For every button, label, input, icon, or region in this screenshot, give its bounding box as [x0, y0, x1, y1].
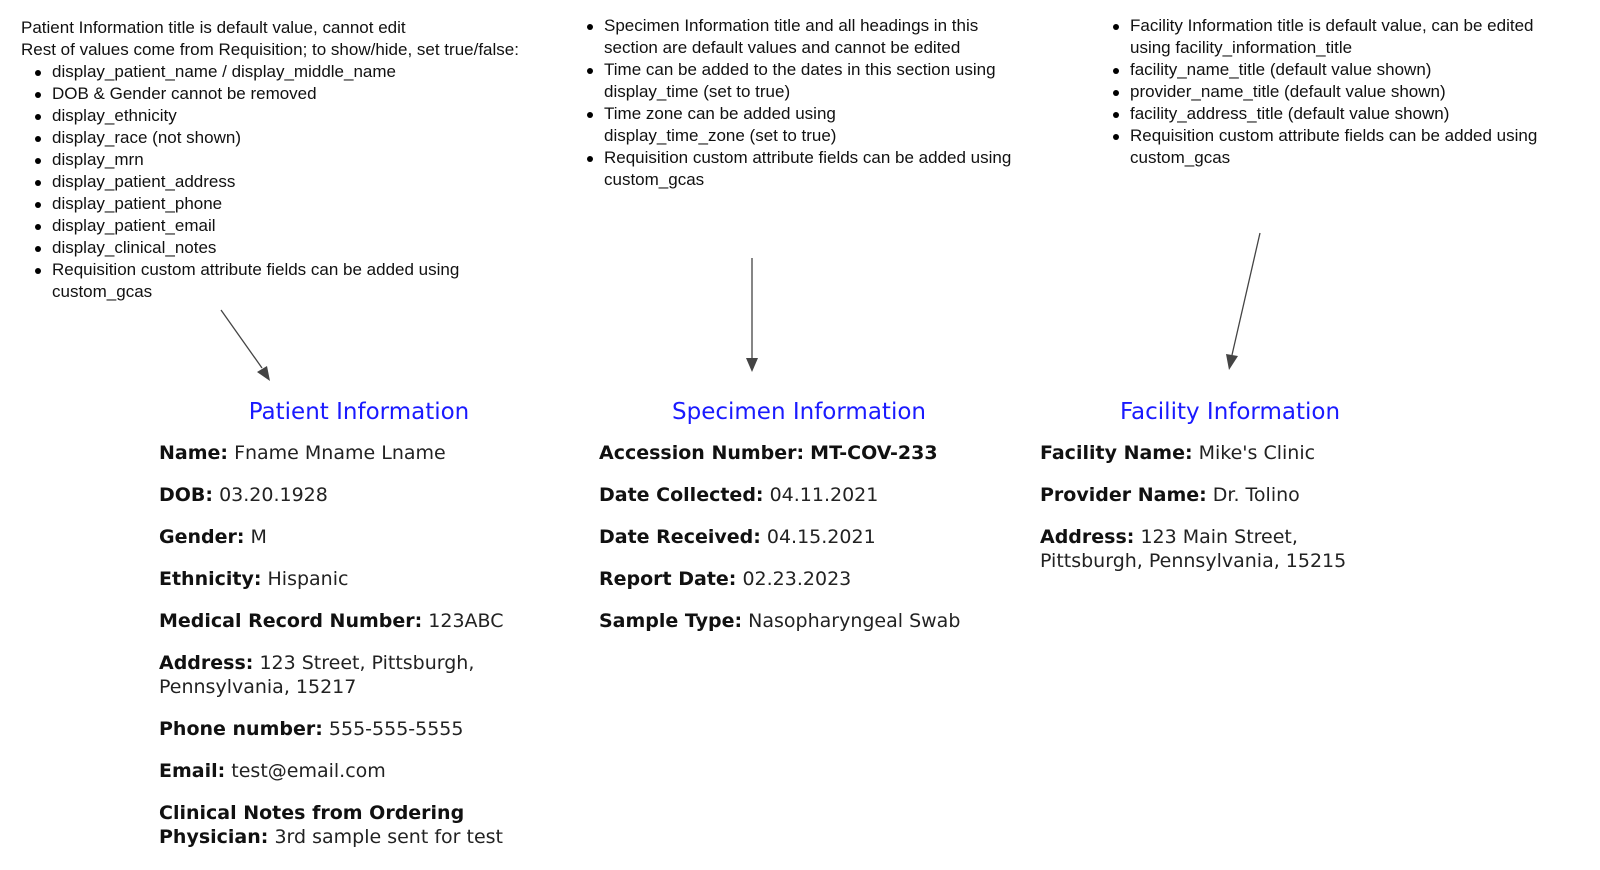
- field-value: M: [250, 526, 267, 548]
- note-item: display_patient_address: [21, 171, 581, 193]
- note-item: Time can be added to the dates in this section using display_time (set to true): [573, 59, 1004, 103]
- patient-note-intro-1: Patient Information title is default value, cannot edit: [21, 18, 406, 37]
- field-label: Sample Type:: [599, 610, 743, 632]
- field-label: Facility Name:: [1040, 442, 1193, 464]
- note-item: Specimen Information title and all headings in this section are default values and cannot be edited: [573, 15, 1023, 59]
- note-item: facility_name_title (default value shown): [1099, 59, 1569, 81]
- facility-name-field: [1040, 441, 1420, 465]
- patient-address-field: [159, 651, 479, 699]
- field-label: Clinical Notes from Ordering Physician:: [159, 802, 465, 848]
- field-value: Nasopharyngeal Swab: [748, 610, 961, 632]
- sample-type-field: [599, 609, 999, 633]
- field-value: 123 Street, Pittsburgh, Pennsylvania, 15217: [159, 652, 475, 698]
- field-value: Hispanic: [267, 568, 349, 590]
- field-label: Gender:: [159, 526, 245, 548]
- field-label: Ethnicity:: [159, 568, 262, 590]
- note-item: Time zone can be added using display_time_zone (set to true): [573, 103, 904, 147]
- field-label: DOB:: [159, 484, 214, 506]
- provider-name-field: [1040, 483, 1420, 507]
- field-value: 123 Main Street, Pittsburgh, Pennsylvania, 15215: [1040, 526, 1347, 572]
- note-item: Requisition custom attribute fields can be added using custom_gcas: [1099, 125, 1569, 169]
- field-label: Date Collected:: [599, 484, 764, 506]
- facility-address-field: [1040, 525, 1400, 573]
- note-item: Facility Information title is default value, can be edited using facility_information_title: [1099, 15, 1569, 59]
- field-label: Email:: [159, 760, 226, 782]
- accession-number-field: [599, 441, 999, 465]
- date-collected-field: [599, 483, 999, 507]
- specimen-information-section: [599, 398, 999, 651]
- arrow-down-right-icon: [221, 310, 270, 381]
- date-received-field: [599, 525, 999, 549]
- patient-information-section: [159, 398, 559, 867]
- patient-phone-field: [159, 717, 559, 741]
- field-value: 04.11.2021: [769, 484, 879, 506]
- field-label: Address:: [159, 652, 254, 674]
- facility-information-section: [1040, 398, 1420, 591]
- note-item: display_clinical_notes: [21, 237, 581, 259]
- arrow-down-left-icon: [1226, 233, 1260, 370]
- field-label: Date Received:: [599, 526, 761, 548]
- field-value: 555-555-5555: [328, 718, 464, 740]
- field-value: Fname Mname Lname: [234, 442, 446, 464]
- field-value: 04.15.2021: [766, 526, 876, 548]
- specimen-information-title: Specimen Information: [672, 399, 926, 425]
- note-item: DOB & Gender cannot be removed: [21, 83, 581, 105]
- field-label: Medical Record Number:: [159, 610, 423, 632]
- arrow-down-icon: [746, 258, 758, 372]
- patient-mrn-field: [159, 609, 559, 633]
- note-item: Requisition custom attribute fields can be added using custom_gcas: [21, 259, 502, 303]
- note-item: display_patient_name / display_middle_name: [21, 61, 581, 83]
- patient-clinical-notes-field: [159, 801, 559, 849]
- patient-ethnicity-field: [159, 567, 559, 591]
- note-item: display_patient_phone: [21, 193, 581, 215]
- note-item: display_patient_email: [21, 215, 581, 237]
- field-label: Accession Number:: [599, 442, 805, 464]
- field-value: test@email.com: [231, 760, 386, 782]
- note-item: provider_name_title (default value shown): [1099, 81, 1569, 103]
- note-item: display_mrn: [21, 149, 581, 171]
- note-item: display_race (not shown): [21, 127, 581, 149]
- field-value: Dr. Tolino: [1212, 484, 1300, 506]
- note-item: Requisition custom attribute fields can be added using custom_gcas: [573, 147, 1014, 191]
- field-value: 02.23.2023: [742, 568, 852, 590]
- patient-name-field: [159, 441, 559, 465]
- facility-information-title: Facility Information: [1119, 399, 1341, 425]
- report-date-field: [599, 567, 999, 591]
- field-value: 123ABC: [428, 610, 504, 632]
- field-value: 3rd sample sent for test: [274, 826, 503, 848]
- field-value: MT-COV-233: [810, 442, 938, 464]
- patient-dob-field: [159, 483, 559, 507]
- note-item: display_ethnicity: [21, 105, 581, 127]
- patient-information-title: Patient Information: [248, 399, 470, 425]
- field-label: Address:: [1040, 526, 1135, 548]
- patient-email-field: [159, 759, 559, 783]
- patient-gender-field: [159, 525, 559, 549]
- field-value: Mike's Clinic: [1198, 442, 1316, 464]
- note-item: facility_address_title (default value shown): [1099, 103, 1569, 125]
- field-label: Provider Name:: [1040, 484, 1207, 506]
- field-label: Name:: [159, 442, 229, 464]
- field-value: 03.20.1928: [219, 484, 328, 506]
- patient-note-intro-2: Rest of values come from Requisition; to show/hide, set true/false:: [21, 40, 519, 59]
- field-label: Phone number:: [159, 718, 323, 740]
- field-label: Report Date:: [599, 568, 737, 590]
